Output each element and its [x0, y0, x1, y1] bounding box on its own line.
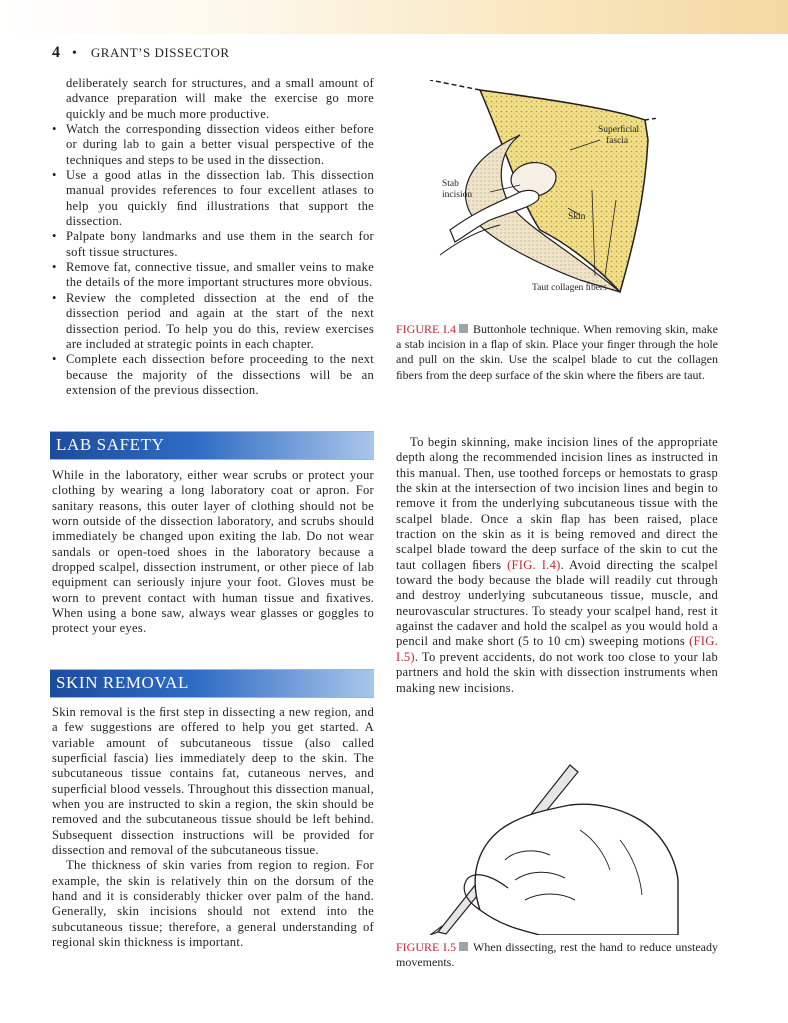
lab-safety-body: [52, 468, 374, 637]
caption-square-icon: [459, 324, 468, 333]
skinning-instructions: [396, 435, 718, 696]
skinning-text-2: . Avoid directing the scalpel toward the body because the blade will readily cut through and destroy underlying subcutaneous tissue, muscle, and neurovascular structures. To steady your scalpel hand, rest it against the cadaver and hold the scalpel as you would hold a pencil and make short (5 to 10 cm) sweeping motions: [396, 557, 718, 649]
label-stab-2: incision: [442, 190, 473, 200]
skinning-paragraph: [396, 435, 718, 696]
skin-removal-paragraph-1: Skin removal is the ﬁrst step in dissecting a new region, and a few suggestions are offered to help you get started. A variable amount of subcutaneous tissue (also called superﬁcial fascia) lies immediately deep to the skin. The subcutaneous tissue contains fat, cutaneous nerves, and superﬁcial blood vessels. Throughout this dissection manual, when you are instructed to skin a region, the skin should be removed and the subcutaneous tissue should be left behind. Subsequent dissection instructions will be provided for dissection and removal of the subcutaneous tissue.: [52, 705, 374, 858]
label-taut-collagen-fibers: Taut collagen ﬁbers: [532, 283, 607, 293]
skinning-text-3: . To prevent accidents, do not work too close to your lab partners and hold the skin with dissection instruments when making new incisions.: [396, 649, 718, 695]
label-stab-1: Stab: [442, 179, 459, 189]
intro-bullets: [52, 76, 374, 398]
bullet-item: • Use a good atlas in the dissection lab. This dissection manual provides references to four excellent atlases to help you quickly ﬁnd illustrations that support the dissection.: [52, 168, 374, 229]
bullet-list: [52, 122, 374, 398]
running-header: [52, 44, 230, 62]
lab-safety-heading: LAB SAFETY: [56, 435, 165, 454]
skin-removal-paragraph-2: The thickness of skin varies from region to region. For example, the skin is relatively thin on the dorsum of the hand and it is considerably thicker over palm of the hand. Generally, skin incisions should not extend into the subcutaneous tissue; therefore, a general understanding of regional skin thickness is important.: [52, 858, 374, 950]
bullet-item: • Review the completed dissection at the end of the dissection period and again at the start of the next dissection period. To help you do this, review exercises are included at strategic points in each chapter.: [52, 291, 374, 352]
hand-holding-scalpel-illustration: [420, 760, 680, 935]
skin-removal-heading: SKIN REMOVAL: [56, 673, 189, 692]
skinning-text-1: To begin skinning, make incision lines of the appropriate depth along the recommended incision lines as instructed in this manual. Then, use toothed forceps or hemostats to grasp the skin at the intersection of two incision lines and begin to remove it from the underlying subcutaneous tissue with the scalpel blade. Once a skin ﬂap has been raised, place traction on the skin as it is being removed and direct the scalpel blade toward the deep surface of the skin to cut the taut collagen ﬁbers: [396, 435, 718, 572]
figure-4-label: FIGURE I.4: [396, 322, 457, 336]
header-separator: •: [72, 46, 77, 61]
skin-removal-heading-bar: [50, 669, 374, 698]
page-number: 4: [52, 44, 60, 61]
caption-square-icon: [459, 942, 468, 951]
figure-4-caption-text: Buttonhole technique. When removing skin, make a stab incision in a ﬂap of skin. Place your ﬁnger through the hole and pull on the skin. Use the scalpel blade to cut the collagen ﬁbers from the deep surface of the skin where the ﬁbers are taut.: [396, 322, 718, 382]
lab-safety-heading-bar: [50, 431, 374, 460]
label-superficial-fascia-1: Superﬁcial: [598, 125, 640, 135]
buttonhole-technique-illustration: [420, 80, 660, 305]
label-superficial-fascia-2: fascia: [606, 136, 629, 146]
figure-5-caption: [396, 940, 718, 970]
intro-lead-text: deliberately search for structures, and a small amount of advance preparation will make the exercise go more quickly and be much more productive.: [66, 76, 374, 121]
figure-4-reference[interactable]: (FIG. I.4): [507, 557, 561, 572]
book-title: GRANT’S DISSECTOR: [90, 45, 230, 60]
figure-5-caption-text: When dissecting, rest the hand to reduce unsteady movements.: [396, 940, 718, 970]
label-skin: Skin: [568, 212, 586, 222]
figure-5-label: FIGURE I.5: [396, 940, 457, 954]
skin-removal-body: [52, 705, 374, 951]
figure-5-reference[interactable]: (FIG. I.5): [396, 634, 718, 664]
bullet-item: • Watch the corresponding dissection videos either before or during lab to gain a better visual perspective of the techniques and steps to be used in the dissection.: [52, 122, 374, 168]
bullet-item: • Palpate bony landmarks and use them in the search for soft tissue structures.: [52, 229, 374, 260]
bullet-item: • Remove fat, connective tissue, and smaller veins to make the details of the more important structures more obvious.: [52, 260, 374, 291]
bullet-item: • Complete each dissection before proceeding to the next because the majority of the dissections will be an extension of the previous dissection.: [52, 352, 374, 398]
lab-safety-paragraph: While in the laboratory, either wear scrubs or protect your clothing by wearing a long laboratory coat or apron. For sanitary reasons, this outer layer of clothing should not be worn outside of the dissection laboratory, and scrubs should immediately be changed upon exiting the lab. Do not wear sandals or open-toed shoes in the laboratory because a dropped scalpel, dissection instrument, or other piece of lab equipment can seriously injure your foot. Gloves must be worn to prevent contact with human tissue and ﬁxatives. When using a bone saw, always wear glasses or goggles to protect your eyes.: [52, 468, 374, 636]
top-decorative-band: [0, 0, 788, 34]
figure-4-caption: [396, 322, 718, 383]
